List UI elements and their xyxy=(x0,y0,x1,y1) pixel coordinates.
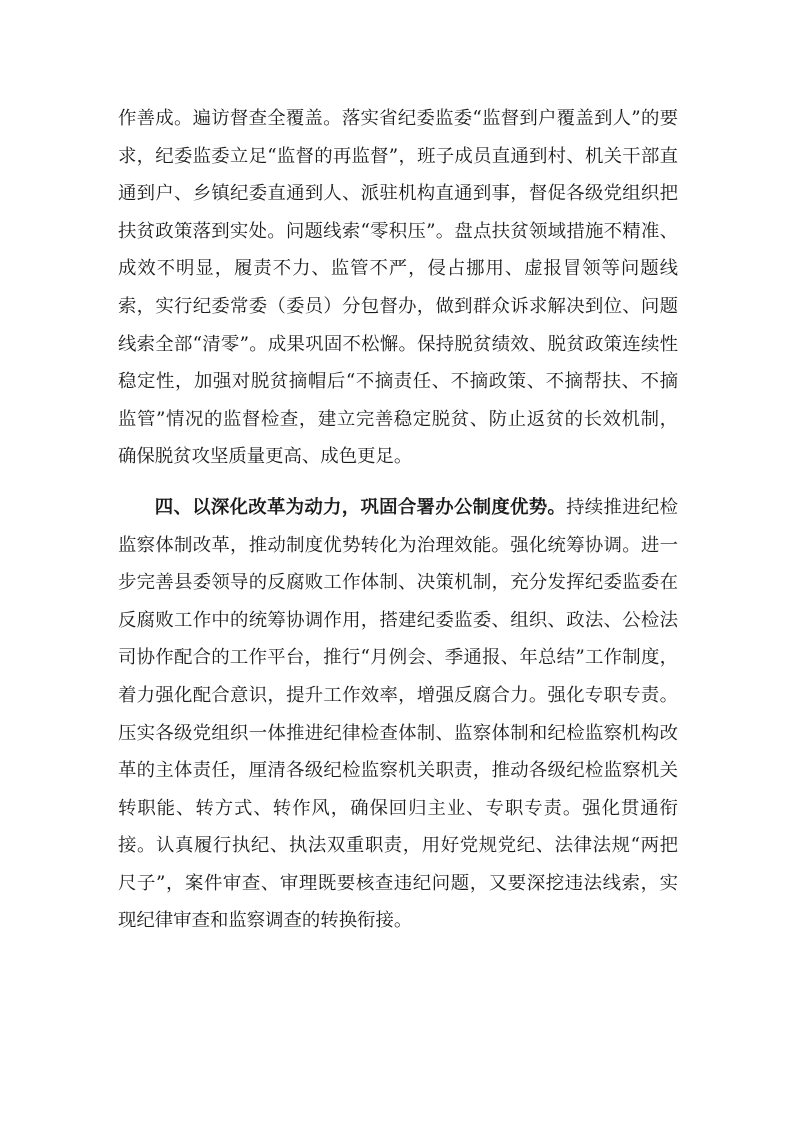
paragraph-section-4 xyxy=(118,489,678,940)
document-body xyxy=(118,100,678,940)
section-4-heading: 四、以深化改革为动力，巩固合署办公制度优势。 xyxy=(154,496,567,518)
paragraph-poverty-supervision: 作善成。遍访督查全覆盖。落实省纪委监委“监督到户覆盖到人”的要求，纪委监委立足“监督的再监督”，班子成员直通到村、机关干部直通到户、乡镇纪委直通到人、派驻机构直通到事，督促各级党组织把扶贫政策落到实处。问题线索“零积压”。盘点扶贫领域措施不精准、成效不明显，履责不力、监管不严，侵占挪用、虚报冒领等问题线索，实行纪委常委（委员）分包督办，做到群众诉求解决到位、问题线索全部“清零”。成果巩固不松懈。保持脱贫绩效、脱贫政策连续性稳定性，加强对脱贫摘帽后“不摘责任、不摘政策、不摘帮扶、不摘监管”情况的监督检查，建立完善稳定脱贫、防止返贫的长效机制，确保脱贫攻坚质量更高、成色更足。 xyxy=(118,108,678,468)
section-4-body: 持续推进纪检监察体制改革，推动制度优势转化为治理效能。强化统筹协调。进一步完善县委领导的反腐败工作体制、决策机制，充分发挥纪委监委在反腐败工作中的统筹协调作用，搭建纪委监委、组织、政法、公检法司协作配合的工作平台，推行“月例会、季通报、年总结”工作制度，着力强化配合意识，提升工作效率，增强反腐合力。强化专职专责。压实各级党组织一体推进纪律检查体制、监察体制和纪检监察机构改革的主体责任，厘清各级纪检监察机关职责，推动各级纪检监察机关转职能、转方式、转作风，确保回归主业、专职专责。强化贯通衔接。认真履行执纪、执法双重职责，用好党规党纪、法律法规“两把尺子”，案件审查、审理既要核查违纪问题，又要深挖违法线索，实现纪律审查和监察调查的转换衔接。 xyxy=(118,496,678,932)
